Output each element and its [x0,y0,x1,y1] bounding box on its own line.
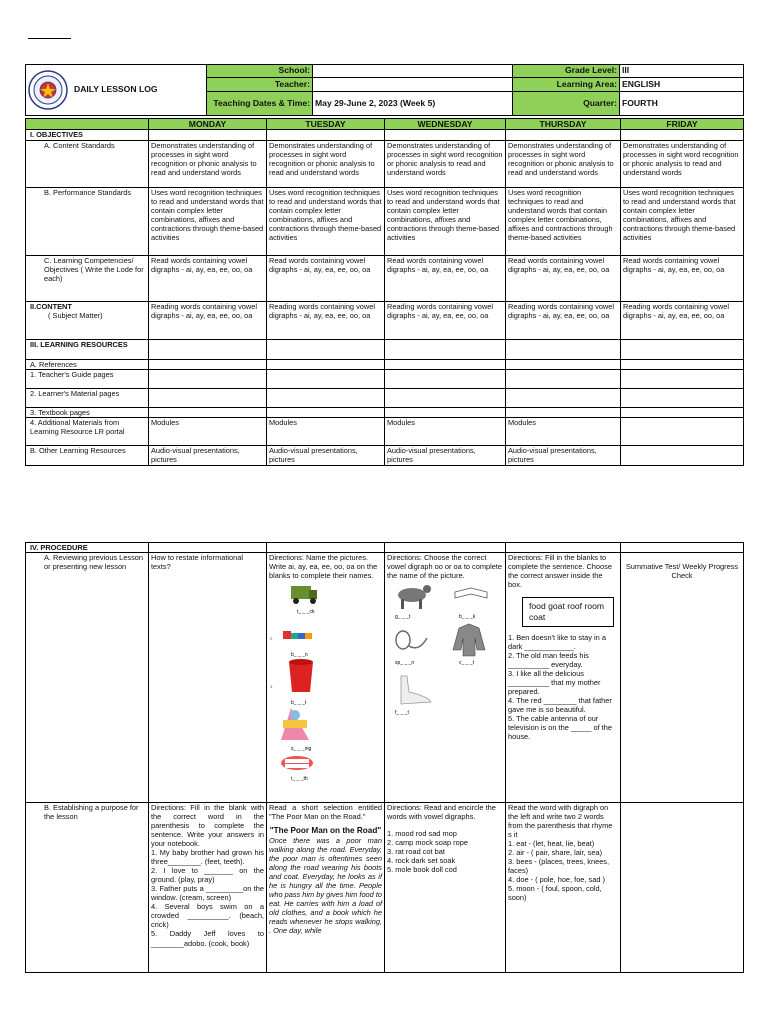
wed-blank-4: c_ _ _t [459,660,475,667]
mon-item-5: 5. Daddy Jeff loves to ________adobo. (cook, book) [151,929,264,948]
references-label: A. References [26,359,149,369]
content-section-label [26,301,149,339]
content-standards-fri: Demonstrates understanding of processes in sight word recognition or phonic analysis to read and understand words [621,140,744,187]
day-tuesday: TUESDAY [267,119,385,130]
thu-b-directions: Read the word with digraph on the left and write two 2 words from the parenthesis that rhyme s it [508,803,613,840]
blank-label-4: s_ _ _ing [291,746,312,753]
wed-blank-1: g_ _ _t [395,614,411,621]
performance-wed: Uses word recognition techniques to read and understand words that contain complex letter combinations, affixes and contractions through theme-based activities [385,187,506,255]
reviewing-wed [385,553,506,803]
resources-heading: III. LEARNING RESOURCES [26,339,149,359]
day-friday: FRIDAY [621,119,744,130]
modules-wed: Modules [385,417,506,445]
teeth-icon [281,756,313,770]
textbook-label: 3. Textbook pages [26,407,149,417]
modules-mon: Modules [149,417,267,445]
content-standards-wed: Demonstrates understanding of processes in sight word recognition or phonic analysis to read and understand words [385,140,506,187]
wed-directions: Directions: Choose the correct vowel digraph oo or oa to complete the name of the picture. [387,553,503,581]
learners-material-label: 2. Learner's Material pages [26,388,149,407]
content-standards-label: A. Content Standards [26,140,149,187]
competencies-fri: Read words containing vowel digraphs - ai, ay, ea, ee, oo, oa [621,255,744,301]
wed-blank-5: f_ _ _t [395,710,409,717]
truck-icon [291,586,317,604]
header-logo-cell [26,65,207,116]
content-heading: II.CONTENT [30,301,72,311]
competencies-thu: Read words containing vowel digraphs - ai, ay, ea, ee, oo, oa [506,255,621,301]
av-thu: Audio-visual presentations, pictures [506,445,621,465]
wed-b-item-5: 5. mole book doll cod [387,865,457,875]
quarter-label: Quarter: [513,92,620,116]
content-thu: Reading words containing vowel digraphs - ai, ay, ea, ee, oo, oa [506,301,621,339]
grade-label: Grade Level: [513,65,620,78]
performance-thu: Uses word recognition techniques to read and understand words that contain complex letter combinations, affixes and contractions through theme-based activities [506,187,621,255]
performance-fri: Uses word recognition techniques to read and understand words that contain complex letter combinations, affixes and contractions through theme-based activities [621,187,744,255]
performance-tue: Uses word recognition techniques to read and understand words that contain complex letter combinations, affixes and contractions through theme-based activities [267,187,385,255]
teachers-guide-label: 1. Teacher's Guide pages [26,369,149,388]
svg-text:3.: 3. [270,684,274,690]
reviewing-label: A. Reviewing previous Lesson or presenting new lesson [26,553,149,803]
header-table [25,64,744,116]
performance-mon: Uses word recognition techniques to read and understand words that contain complex letter combinations, affixes and contractions through theme-based activities [149,187,267,255]
day-monday: MONDAY [149,119,267,130]
purpose-label: B. Establishing a purpose for the lesson [26,803,149,973]
area-label: Learning Area: [513,78,620,92]
area-value: ENGLISH [620,78,744,92]
av-wed: Audio-visual presentations, pictures [385,445,506,465]
wed-blank-2: b_ _ _k [459,614,476,621]
tue-directions: Directions: Name the pictures. Write ai, ay, ea, ee, oo, oa on the blanks to complete their names. [269,553,378,581]
tuesday-pictures [269,580,379,785]
purpose-fri [621,803,744,973]
competencies-label: C. Learning Competencies/ Objectives ( Write the Lode for each) [26,255,149,301]
day-thursday: THURSDAY [506,119,621,130]
lesson-table-procedure [25,542,744,973]
content-wed: Reading words containing vowel digraphs - ai, ay, ea, ee, oo, oa [385,301,506,339]
thu-item-4: 4. The red ________ that father gave me is so beautiful. [508,695,612,714]
bucket-icon [289,659,313,692]
wednesday-pictures [387,580,502,720]
other-resources-label: B. Other Learning Resources [26,445,149,465]
thu-item-3: 3. I like all the delicious __________ that my mother prepared. [508,668,601,696]
modules-thu: Modules [506,417,621,445]
goat-icon [398,585,431,609]
story-title: "The Poor Man on the Road" [269,826,382,836]
competencies-wed: Read words containing vowel digraphs - ai, ay, ea, ee, oo, oa [385,255,506,301]
teacher-value [313,78,513,92]
content-standards-tue: Demonstrates understanding of processes in sight word recognition or phonic analysis to read and understand words [267,140,385,187]
reviewing-fri: Summative Test/ Weekly Progress Check [621,553,744,803]
thu-b-item-5: 5. moon - ( foul, spoon, cold, soon) [508,884,602,903]
school-label: School: [207,65,313,78]
corner-cell [26,119,149,130]
top-rule [28,38,71,39]
content-tue: Reading words containing vowel digraphs - ai, ay, ea, ee, oo, oa [267,301,385,339]
spoon-icon [396,631,427,649]
teacher-label: Teacher: [207,78,313,92]
train-icon [283,631,312,639]
coat-icon [453,624,485,656]
competencies-mon: Read words containing vowel digraphs - ai, ay, ea, ee, oo, oa [149,255,267,301]
blank-label-3: b_ _ _t [291,700,307,707]
reviewing-mon: How to restate informational texts? [149,553,267,803]
thu-b-item-2: 2. air - ( pair, share, lair, sea) [508,848,603,858]
thu-item-2: 2. The old man feeds his __________ everyday. [508,650,589,669]
swing-icon [281,708,309,740]
tue-intro: Read a short selection entitled "The Poor Man on the Road." [269,803,382,822]
content-standards-mon: Demonstrates understanding of processes in sight word recognition or phonic analysis to read and understand words [149,140,267,187]
wed-blank-3: sp_ _ _n [395,660,415,667]
thu-item-1: 1. Ben doesn't like to stay in a dark ____________. [508,632,606,651]
mon-directions: Directions: Fill in the blank with the correct word in the parenthesis to complete the sentence. Write your answers in your notebook. [151,803,264,849]
blank-label-1: t_ _ _ck [297,609,315,616]
objectives-heading: I. OBJECTIVES [26,130,149,140]
competencies-tue: Read words containing vowel digraphs - ai, ay, ea, ee, oo, oa [267,255,385,301]
procedure-heading: IV. PROCEDURE [26,543,149,553]
dates-label: Teaching Dates & Time: [207,92,313,116]
story-text: Once there was a poor man walking along the road. Everyday, the poor man is oftentimes seen along the road wearing his boots and coat. Everyday, he looks as if he is hungry all the time. People who pass him by gives him food to eat. He carries with him a load of old clothes, and a book which he reads whenever he stops walking, . One day, while [269,836,382,936]
reviewing-thu [506,553,621,803]
content-mon: Reading words containing vowel digraphs - ai, ay, ea, ee, oo, oa [149,301,267,339]
wed-b-item-2: 2. camp mock soap rope [387,838,468,848]
av-tue: Audio-visual presentations, pictures [267,445,385,465]
av-mon: Audio-visual presentations, pictures [149,445,267,465]
content-standards-thu: Demonstrates understanding of processes in sight word recognition or phonic analysis to read and understand words [506,140,621,187]
wed-b-item-4: 4. rock dark set soak [387,856,456,866]
purpose-tue [267,803,385,973]
thu-b-item-1: 1. eat - (let, heat, lie, beat) [508,839,595,849]
quarter-value: FOURTH [620,92,744,116]
mon-item-4: 4. Several boys swim on a crowded __________. (beach, crick) [151,902,264,930]
purpose-thu [506,803,621,973]
performance-standards-label: B. Performance Standards [26,187,149,255]
school-value [313,65,513,78]
log-title: DAILY LESSON LOG [74,84,158,95]
foot-icon [401,676,431,704]
wed-b-item-3: 3. rat road cot bat [387,847,445,857]
mon-item-2: 2. I love to _______ on the ground. (play, pray) [151,866,264,885]
mon-item-3: 3. Father puts a _________on the window. (cream, screen) [151,884,264,903]
mon-item-1: 1. My baby brother had grown his three________. (feet, teeth). [151,848,264,867]
thu-b-item-4: 4. doe - ( pole, hoe, foe, sad ) [508,875,605,885]
grade-value: III [620,65,744,78]
deped-seal-icon [28,70,68,110]
lesson-table-top [25,118,744,466]
wed-b-item-1: 1. mood rod sad mop [387,829,457,839]
content-subheading: ( Subject Matter) [48,310,103,320]
content-fri: Reading words containing vowel digraphs - ai, ay, ea, ee, oo, oa [621,301,744,339]
blank-label-2: b_ _ _n [291,652,308,659]
thu-b-item-3: 3. bees - (places, trees, knees, faces) [508,857,610,876]
reviewing-tue [267,553,385,803]
thu-directions: Directions: Fill in the blanks to complete the sentence. Choose the correct answer inside the box. [508,553,612,590]
modules-tue: Modules [267,417,385,445]
day-wednesday: WEDNESDAY [385,119,506,130]
purpose-wed [385,803,506,973]
purpose-mon [149,803,267,973]
wed-b-directions: Directions: Read and encircle the words with vowel digraphs. [387,803,496,822]
word-box: food goat roof room coat [522,597,614,626]
dates-value: May 29-June 2, 2023 (Week 5) [313,92,513,116]
book-icon [455,588,487,598]
blank-label-5: t_ _ _th [291,776,308,783]
svg-text:2.: 2. [270,636,274,642]
additional-materials-label: 4. Additional Materials from Learning Resource LR portal [26,417,149,445]
thu-item-5: 5. The cable antenna of our television is on the _____ of the house. [508,713,612,741]
